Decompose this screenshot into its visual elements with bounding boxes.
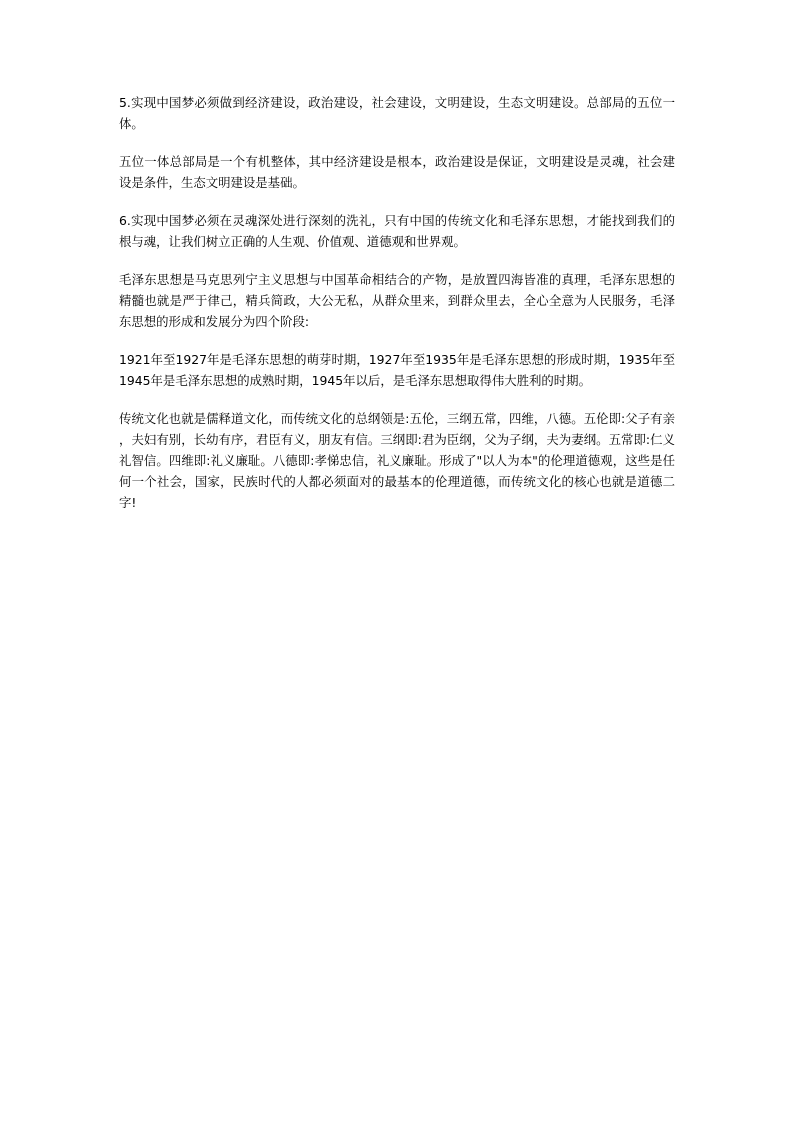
paragraph-traditional-culture: 传统文化也就是儒释道文化，而传统文化的总纲领是:五伦，三纲五常，四维，八德。五伦即:父子有亲，夫妇有别，长幼有序，君臣有义，朋友有信。三纲即:君为臣纲，父为子纲，夫为妻纲。五常即:仁义礼智信。四维即:礼义廉耻。八德即:孝悌忠信，礼义廉耻。形成了"以人为本"的伦理道德观，这些是任何一个社会，国家，民族时代的人都必须面对的最基本的伦理道德，而传统文化的核心也就是道德二字! — [119, 411, 675, 510]
document-page — [119, 92, 675, 530]
paragraph-point-5: 5.实现中国梦必须做到经济建设，政治建设，社会建设，文明建设，生态文明建设。总部局的五位一体。 — [119, 95, 675, 131]
paragraph-five-in-one: 五位一体总部局是一个有机整体，其中经济建设是根本，政治建设是保证，文明建设是灵魂，社会建设是条件，生态文明建设是基础。 — [119, 154, 675, 190]
paragraph-mao-thought: 毛泽东思想是马克思列宁主义思想与中国革命相结合的产物，是放置四海皆准的真理，毛泽东思想的精髓也就是严于律己，精兵简政，大公无私，从群众里来，到群众里去，全心全意为人民服务，毛泽东思想的形成和发展分为四个阶段: — [119, 272, 675, 329]
paragraph-mao-stages: 1921年至1927年是毛泽东思想的萌芽时期，1927年至1935年是毛泽东思想的形成时期，1935年至1945年是毛泽东思想的成熟时期，1945年以后，是毛泽东思想取得伟大胜利的时期。 — [119, 352, 675, 388]
paragraph-point-6: 6.实现中国梦必须在灵魂深处进行深刻的洗礼，只有中国的传统文化和毛泽东思想，才能找到我们的根与魂，让我们树立正确的人生观、价值观、道德观和世界观。 — [119, 213, 675, 249]
